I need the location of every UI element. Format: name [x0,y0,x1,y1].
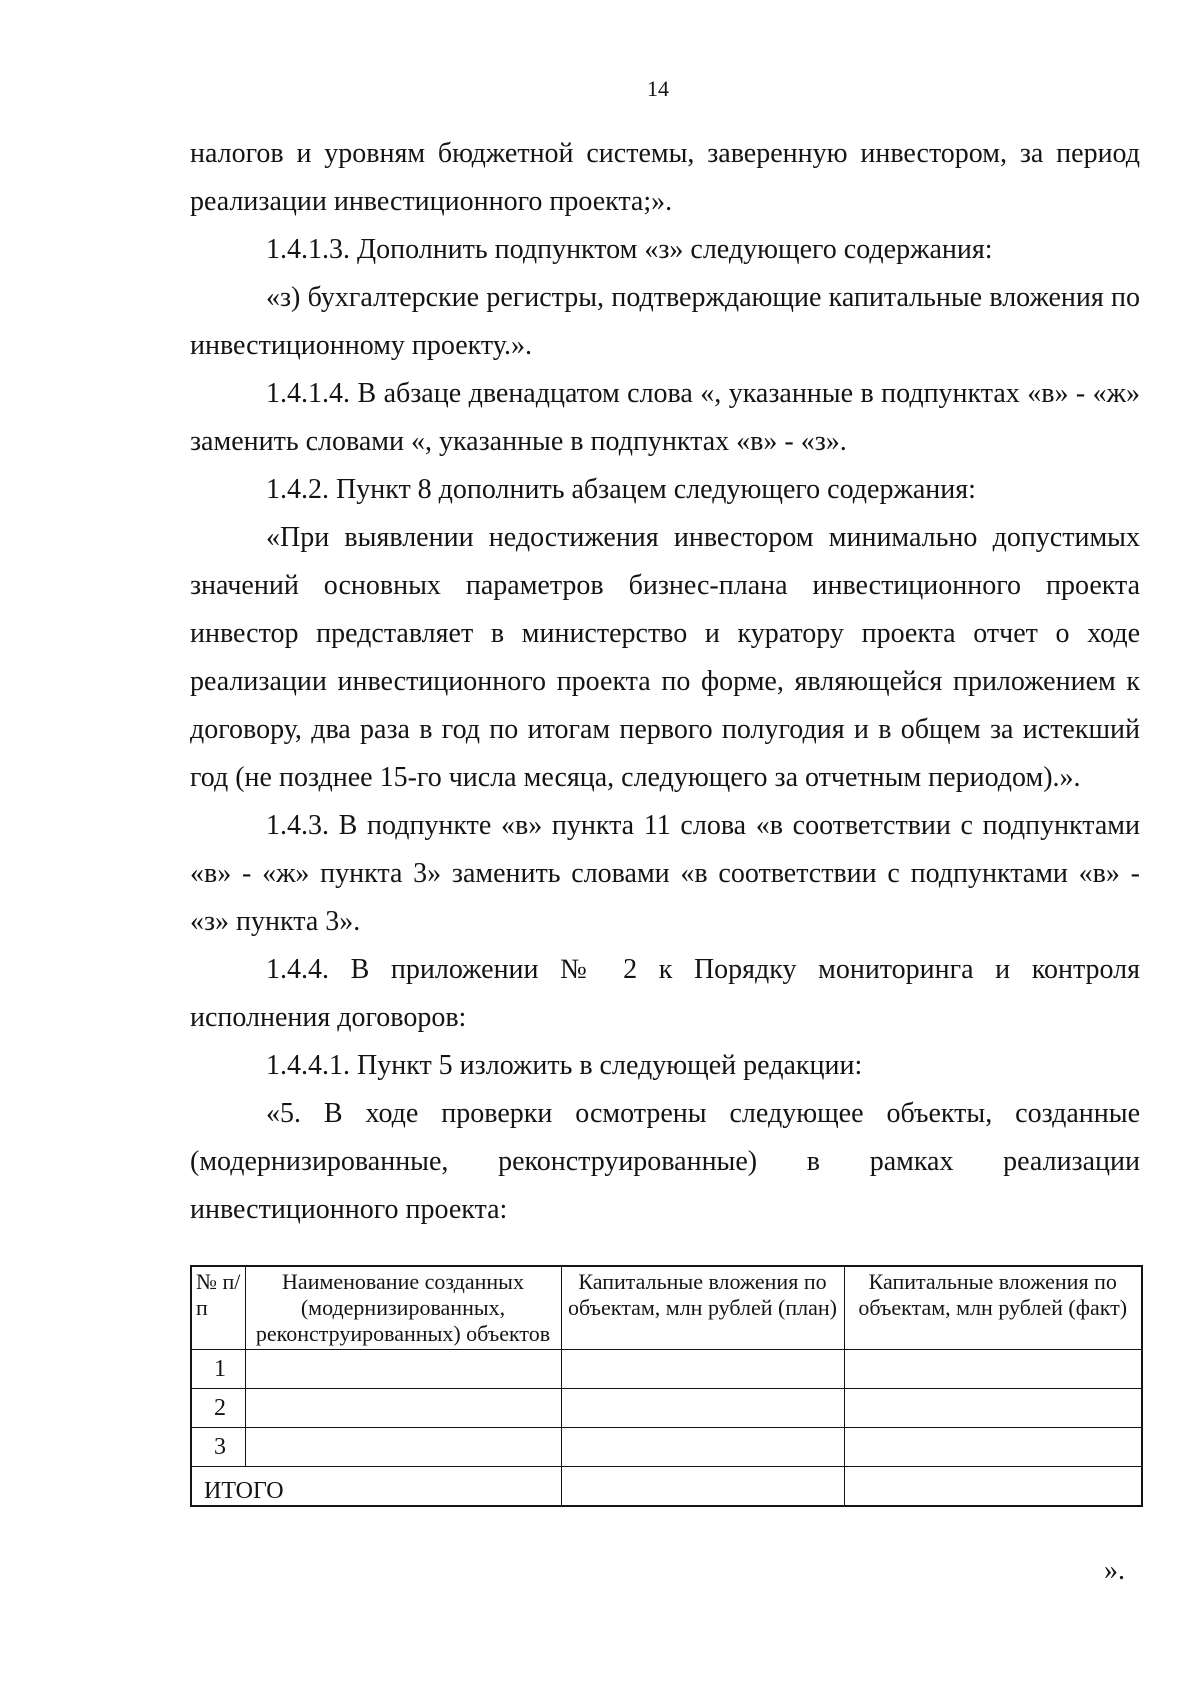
paragraph-1-4-3: 1.4.3. В подпункте «в» пункта 11 слова «в соответствии с подпунктами «в» - «ж» пункта 3» заменить словами «в соответствии с подпунктами «в» - «з» пункта 3». [190,810,1140,937]
document-body [190,130,1140,1234]
closing-quote: ». [1104,1555,1125,1586]
paragraph-1-4-1-4: 1.4.1.4. В абзаце двенадцатом слова «, указанные в подпунктах «в» - «ж» заменить словами «, указанные в подпунктах «в» - «з». [190,378,1140,457]
paragraph-point-5: «5. В ходе проверки осмотрены следующее объекты, созданные (модернизированные, реконструированные) в рамках реализации инвестиционного проекта: [190,1098,1140,1225]
object-name-cell [245,1428,561,1467]
paragraph-report-requirement: «При выявлении недостижения инвестором минимально допустимых значений основных параметров бизнес-плана инвестиционного проекта инвестор представляет в министерство и куратору проекта отчет о ходе реализации инвестиционного проекта по форме, являющейся приложением к договору, два раза в год по итогам первого полугодия и в общем за истекший год (не позднее 15-го числа месяца, следующего за отчетным периодом).». [190,522,1140,793]
paragraph-continuation: налогов и уровням бюджетной системы, заверенную инвестором, за период реализации инвестиционного проекта;». [190,138,1140,217]
paragraph-1-4-2: 1.4.2. Пункт 8 дополнить абзацем следующего содержания: [266,474,976,505]
total-label: ИТОГО [191,1467,561,1507]
table-total-row [191,1467,1142,1507]
paragraph-1-4-4: 1.4.4. В приложении № 2 к Порядку мониторинга и контроля исполнения договоров: [190,954,1140,1033]
table-row [191,1428,1142,1467]
table-row [191,1389,1142,1428]
total-fact-cell [844,1467,1142,1507]
row-number: 1 [191,1350,245,1389]
row-number: 2 [191,1389,245,1428]
fact-cell [844,1428,1142,1467]
table-row [191,1350,1142,1389]
total-plan-cell [561,1467,844,1507]
header-number: № п/п [191,1266,245,1350]
plan-cell [561,1428,844,1467]
table-header-row [191,1266,1142,1350]
fact-cell [844,1350,1142,1389]
plan-cell [561,1350,844,1389]
header-object-name: Наименование созданных (модернизированных, реконструированных) объектов [245,1266,561,1350]
row-number: 3 [191,1428,245,1467]
header-investment-plan: Капитальные вложения по объектам, млн рублей (план) [561,1266,844,1350]
objects-table [190,1265,1143,1507]
paragraph-1-4-4-1: 1.4.4.1. Пункт 5 изложить в следующей редакции: [266,1050,863,1081]
header-investment-fact: Капитальные вложения по объектам, млн рублей (факт) [844,1266,1142,1350]
fact-cell [844,1389,1142,1428]
page-number: 14 [647,76,669,101]
paragraph-subpoint-z: «з) бухгалтерские регистры, подтверждающие капитальные вложения по инвестиционному проекту.». [190,282,1140,361]
plan-cell [561,1389,844,1428]
paragraph-1-4-1-3: 1.4.1.3. Дополнить подпунктом «з» следующего содержания: [266,234,993,265]
object-name-cell [245,1389,561,1428]
object-name-cell [245,1350,561,1389]
